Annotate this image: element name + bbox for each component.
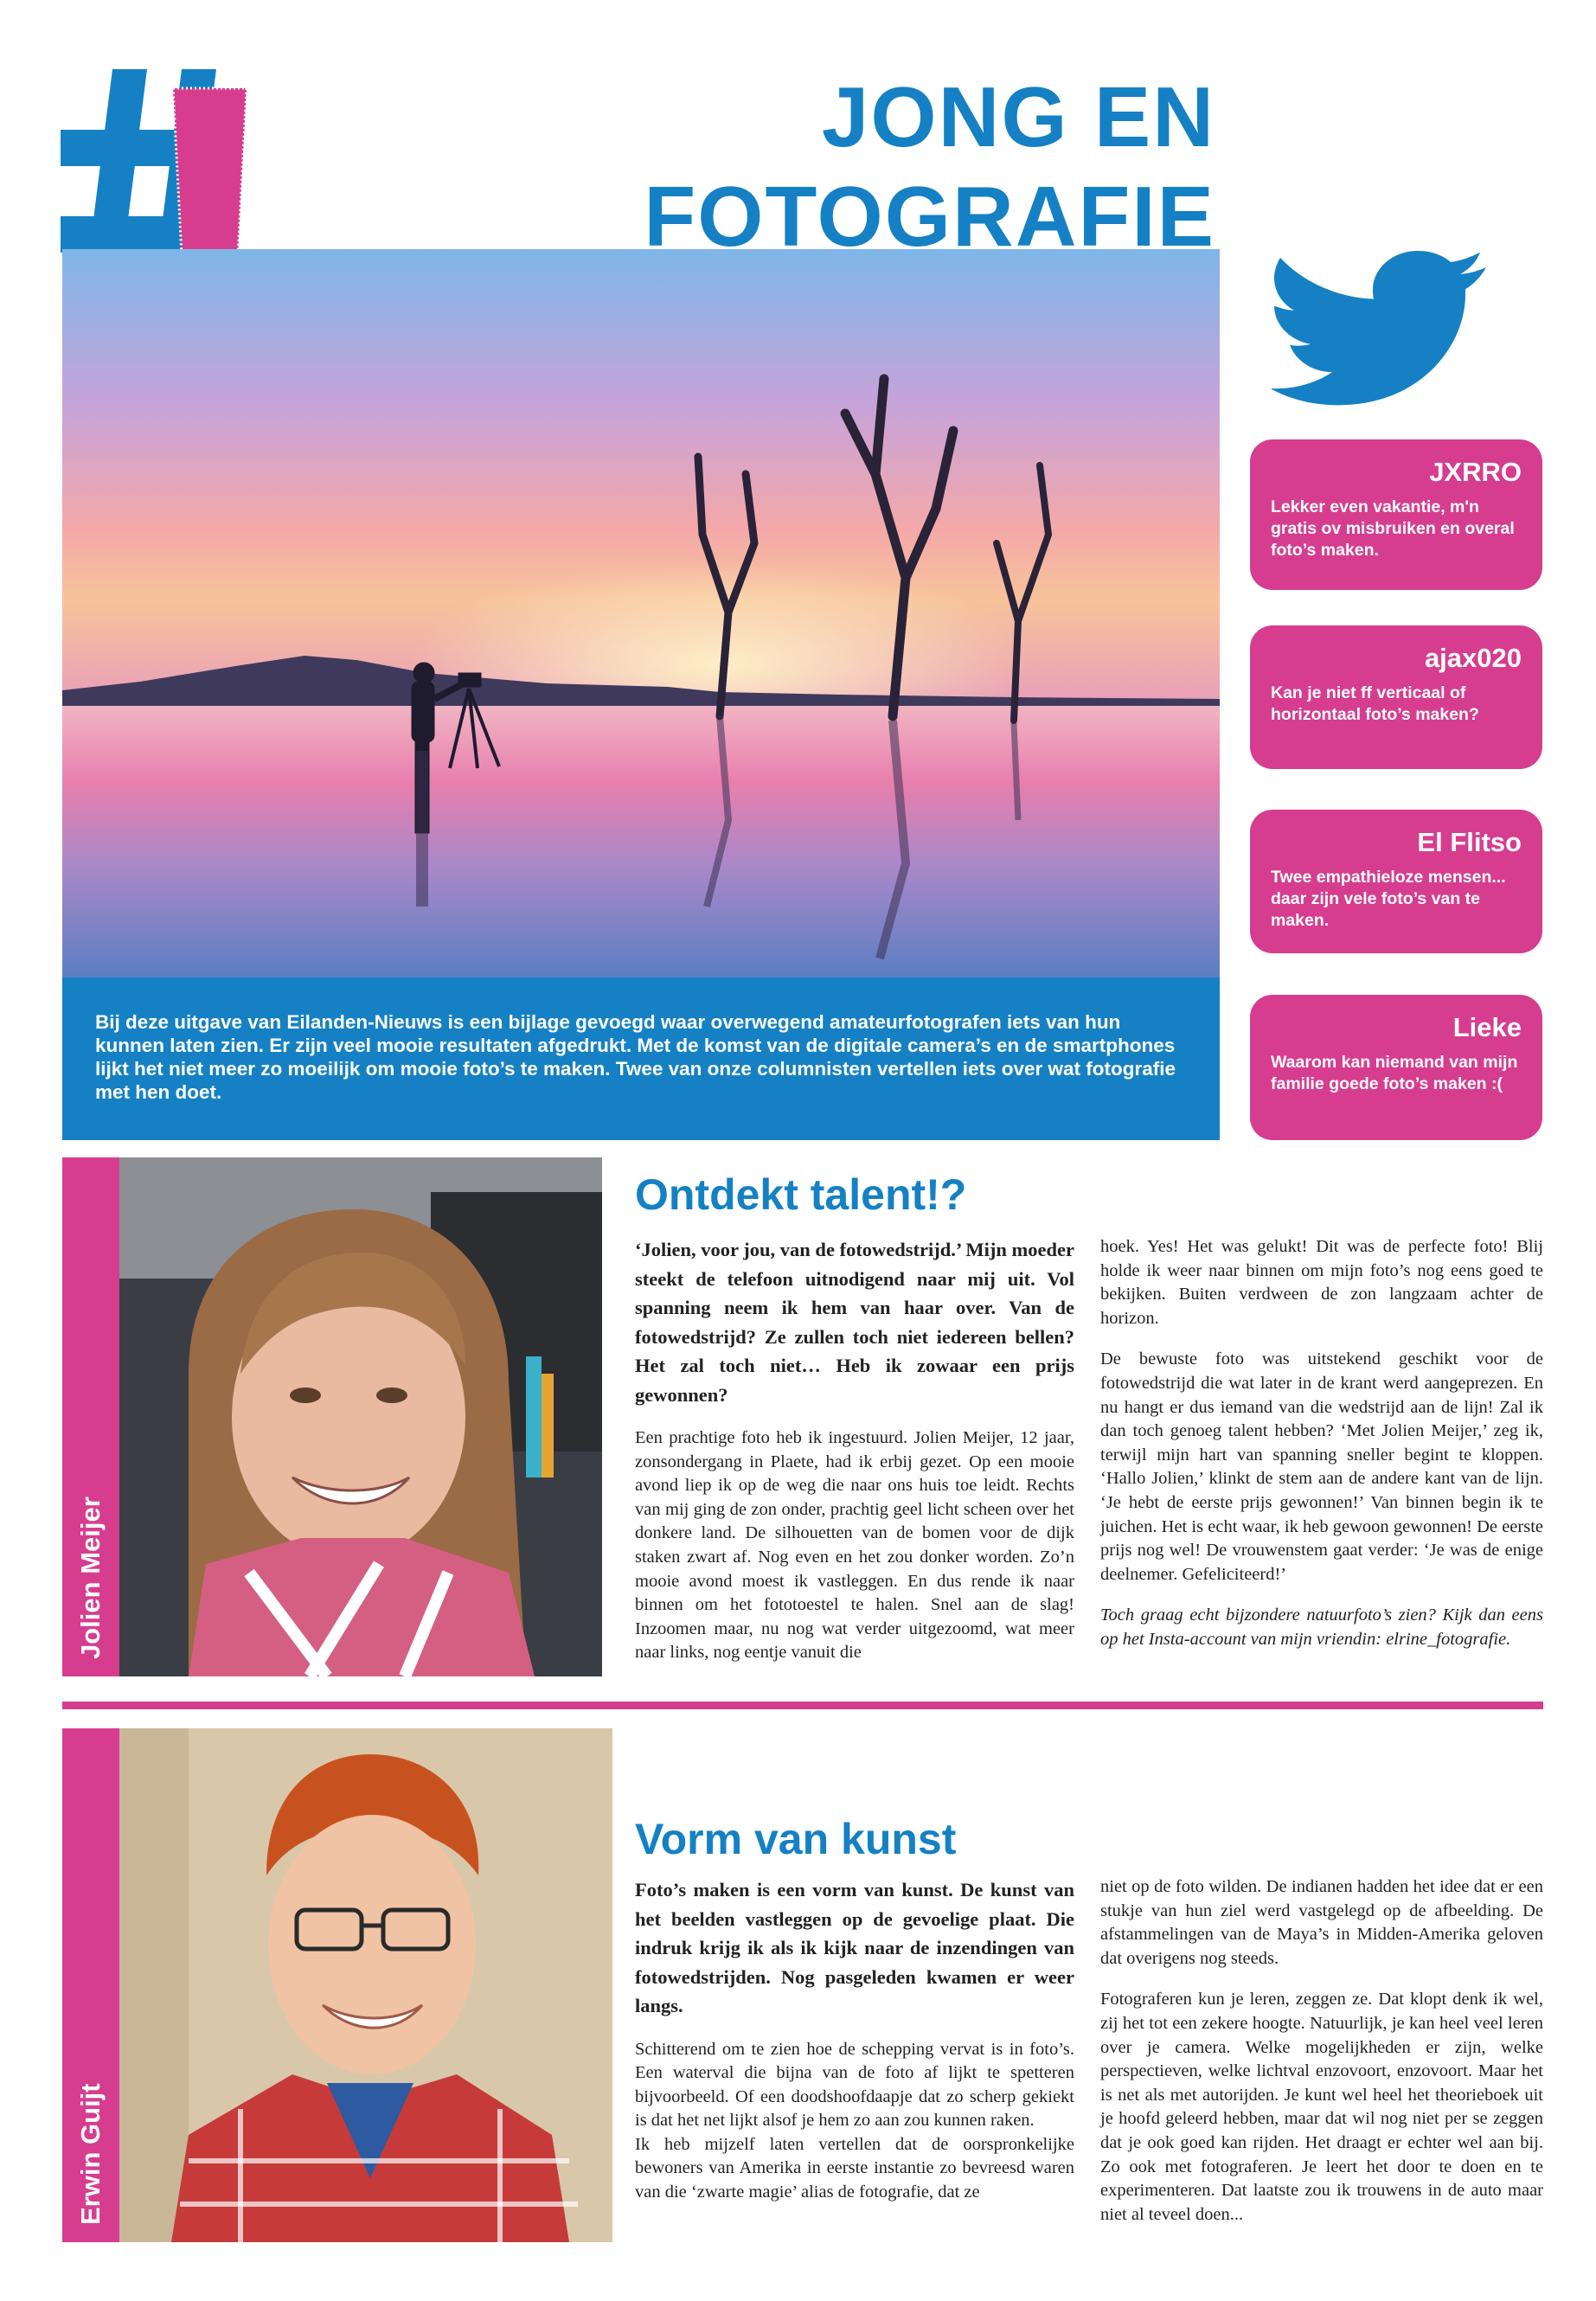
article-column xyxy=(635,1875,1074,2222)
tweet-handle: El Flitso xyxy=(1417,827,1522,857)
author-sidebar xyxy=(62,1728,119,2242)
tweet-card xyxy=(1250,810,1542,953)
tweet-message: Twee empathieloze mensen... daar zijn vele foto’s van te maken. xyxy=(1271,868,1506,930)
twitter-bird-icon xyxy=(1272,251,1488,407)
article-column xyxy=(1100,1875,1543,2244)
tweet-card xyxy=(1250,439,1542,590)
tweet-message: Waarom kan niemand van mijn familie goede foto’s maken :( xyxy=(1271,1053,1518,1093)
article-paragraph: Schitterend om te zien hoe de schepping vervat is in foto’s. Een waterval die bijna van de foto af lijkt te spetteren bijvoorbeeld. Of een doodshoofdaapje dat zo scherp gekiekt is dat het net lijkt alsof je hem zo aan zou kunnen raken. xyxy=(635,2039,1074,2131)
tweet-handle: ajax020 xyxy=(1424,643,1522,673)
article-paragraph: Ik heb mijzelf laten vertellen dat de oorspronkelijke bewoners van Amerika in eerste instantie zo bevreesd waren van die ‘zwarte magie’ alias de fotografie, dat ze xyxy=(635,2134,1074,2202)
article-closing-note: Toch graag echt bijzondere natuurfoto’s zien? Kijk dan eens op het Insta-account van mijn vriendin: elrine_fotografie. xyxy=(1100,1606,1543,1649)
article-lead: ‘Jolien, voor jou, van de fotowedstrijd.’ Mijn moeder steekt de telefoon uitnodigend naar mij uit. Vol spanning neem ik hem van haar over. Van de fotowedstrijd? Ze zullen toch niet iedereen bellen? Het zal toch niet… Heb ik zowaar een prijs gewonnen? xyxy=(635,1239,1074,1406)
article-column xyxy=(635,1235,1074,1682)
tweet-message: Kan je niet ff verticaal of horizontaal foto’s maken? xyxy=(1271,683,1479,724)
page-title-line-2: FOTOGRAFIE xyxy=(644,173,1215,249)
author-name: Jolien Meijer xyxy=(75,1497,106,1659)
section-divider xyxy=(62,1702,1543,1709)
author-name: Erwin Guijt xyxy=(75,2083,106,2225)
tweet-handle: JXRRO xyxy=(1429,457,1522,487)
author-portrait-photo xyxy=(119,1728,612,2242)
tweet-handle: Lieke xyxy=(1452,1012,1522,1042)
author-sidebar xyxy=(62,1157,119,1676)
intro-text-box xyxy=(62,977,1220,1140)
article-headline: Ontdekt talent!? xyxy=(635,1170,967,1219)
tweet-card xyxy=(1250,995,1542,1140)
tweet-message: Lekker even vakantie, m'n gratis ov misbruiken en overal foto’s maken. xyxy=(1271,497,1515,560)
hero-photo-sunset-photographer xyxy=(62,249,1220,977)
tweet-card xyxy=(1250,625,1542,769)
article-headline: Vorm van kunst xyxy=(635,1815,957,1863)
article-paragraph: De bewuste foto was uitstekend geschikt voor de fotowedstrijd die wat later in de krant werd aangeprezen. En nu hangt er dus iemand van die wedstrijd aan de lijn! Zal ik dan toch genoeg talent hebben? ‘Met Jolien Meijer,’ zeg ik, terwijl mijn hart van spanning sneller begint te kloppen. ‘Hallo Jolien,’ klinkt de stem aan de andere kant van de lijn. ‘Je hebt de eerste prijs gewonnen!’ Van binnen begin ik te juichen. Het is echt waar, ik heb gewoon gewonnen! De eerste prijs nog wel! De vrouwenstem gaat verder: ‘Je was de enige deelnemer. Gefeliciteerd!’ xyxy=(1100,1349,1543,1584)
article-paragraph: niet op de foto wilden. De indianen hadden het idee dat er een stukje van hun ziel werd vastgelegd op de afbeelding. De afstammelingen van de Maya’s in Midden-Amerika geloven dat overigens nog steeds. xyxy=(1100,1877,1543,1968)
article-lead: Foto’s maken is een vorm van kunst. De kunst van het beelden vastleggen op de gevoelige plaat. Die indruk krijg ik als ik kijk naar de inzendingen van fotowedstrijden. Nog pasgeleden kwamen er weer langs. xyxy=(635,1879,1074,2016)
page-title-line-1: JONG EN xyxy=(821,69,1215,164)
author-portrait-photo xyxy=(119,1157,602,1676)
article-paragraph: Fotograferen kun je leren, zeggen ze. Dat klopt denk ik wel, zij het tot een zekere hoogte. Natuurlijk, je kan heel veel leren over je camera. Welke mogelijkheden er zijn, welke perspectieven, welke lichtval enzovoort, enzovoort. Maar het is net als met autorijden. Je kunt wel heel het theorieboek uit je hoofd geleerd hebben, maar dat wil nog niet per se zeggen dat je ook goed kan rijden. Het draagt er echter wel aan bij. Zo ook met fotograferen. Je leert het door te doen en te experimenteren. Dat laatste zou ik trouwens in de auto maar niet al teveel doen... xyxy=(1100,1990,1543,2224)
article-paragraph: Een prachtige foto heb ik ingestuurd. Jolien Meijer, 12 jaar, zonsondergang in Plaete, had ik erbij gezet. Op een mooie avond liep ik op de weg die naar ons huis toe leidt. Rechts van mij ging de zon onder, prachtig geel licht scheen over het donkere land. De silhouetten van de bomen voor de dijk staken zwart af. Nog even en het zou donker worden. Zo’n mooie avond moest ik vastleggen. En dus rende ik naar binnen om het fototoestel te halen. Snel aan de slag! Inzoomen maar, nu nog wat verder uitgezoomd, wat meer naar links, nog eentje vanuit die xyxy=(635,1428,1074,1663)
intro-text: Bij deze uitgave van Eilanden-Nieuws is een bijlage gevoegd waar overwegend amateurfotografen iets van hun kunnen laten zien. Er zijn veel mooie resultaten afgedrukt. Met de komst van de digitale camera’s en de smartphones lijkt het niet meer zo moeilijk om mooie foto’s te maken. Twee van onze columnisten vertellen iets over wat fotografie met hen doet. xyxy=(95,1011,1176,1103)
article-paragraph: hoek. Yes! Het was gelukt! Dit was de perfecte foto! Blij holde ik weer naar binnen om mijn foto’s nog eens goed te bekijken. Buiten verdween de zon langzaam achter de horizon. xyxy=(1100,1237,1543,1328)
article-column xyxy=(1100,1235,1543,1670)
